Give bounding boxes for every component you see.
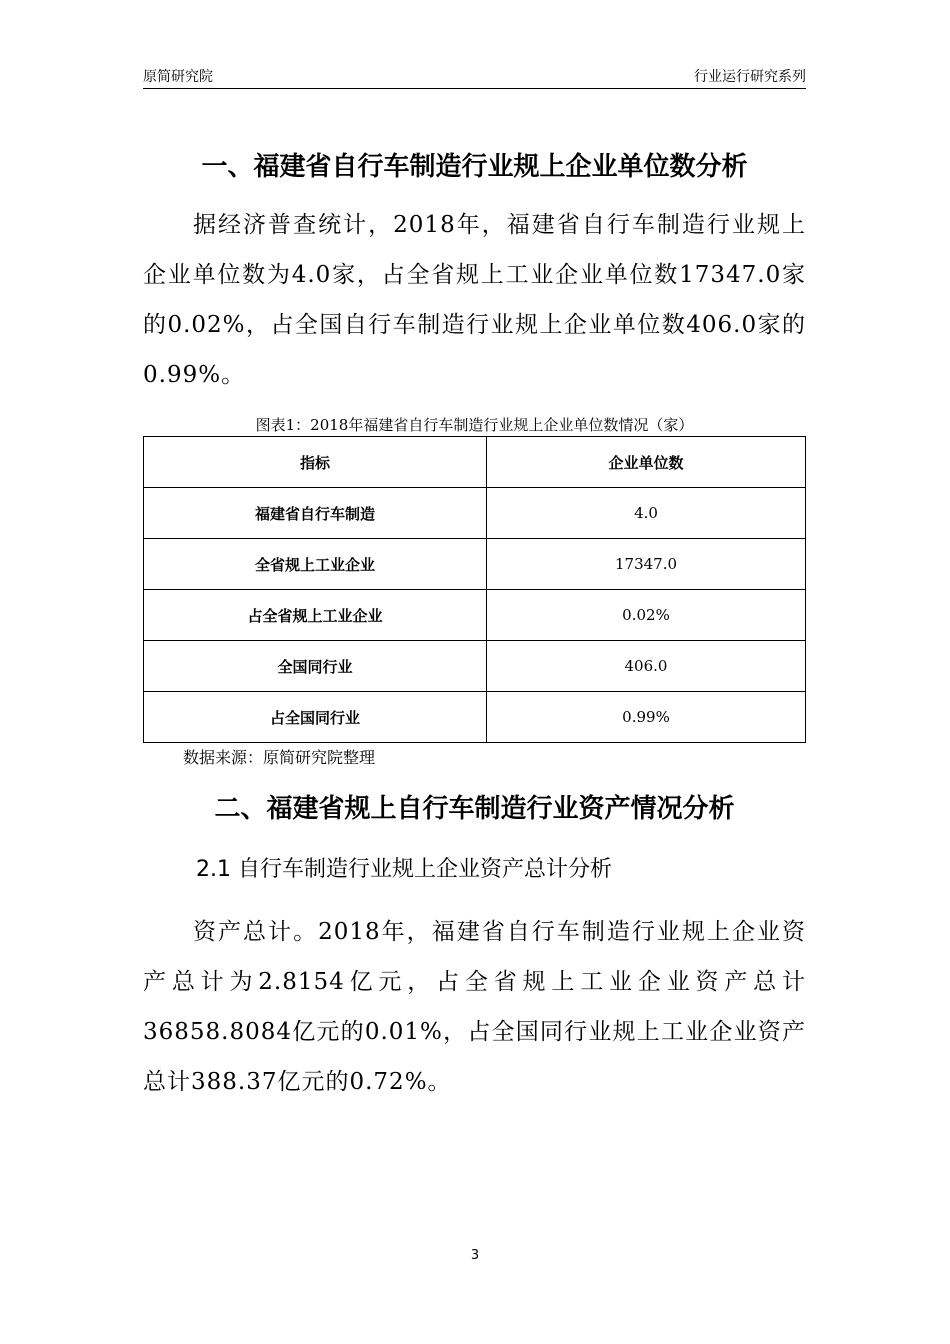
- row-value: 0.99%: [487, 692, 806, 743]
- section2-title: 二、福建省规上自行车制造行业资产情况分析: [214, 794, 735, 824]
- row-label: 全国同行业: [144, 641, 487, 692]
- table-row: [144, 641, 806, 692]
- section2-subtitle: 2.1 自行车制造行业规上企业资产总计分析: [196, 857, 612, 882]
- row-value: 4.0: [487, 488, 806, 539]
- table-row: [144, 488, 806, 539]
- header-divider: [143, 88, 806, 89]
- table-row: [144, 692, 806, 743]
- data-table: [143, 436, 806, 743]
- page-number: 3: [470, 1248, 480, 1263]
- row-value: 17347.0: [487, 539, 806, 590]
- header-cell: 指标: [144, 437, 487, 488]
- section2-paragraph: 资产总计。2018年，福建省自行车制造行业规上企业资产总计为2.8154亿元，占全省规上工业企业资产总计36858.8084亿元的0.01%，占全国同行业规上工业企业资产总计388.37亿元的0.72%。: [143, 919, 806, 1095]
- row-value: 406.0: [487, 641, 806, 692]
- row-value: 0.02%: [487, 590, 806, 641]
- header-cell: 企业单位数: [487, 437, 806, 488]
- header-right: 行业运行研究系列: [694, 69, 806, 85]
- row-label: 占全国同行业: [144, 692, 487, 743]
- table-row: [144, 590, 806, 641]
- section1-title: 一、福建省自行车制造行业规上企业单位数分析: [201, 152, 748, 182]
- data-source: 数据来源：原简研究院整理: [183, 748, 376, 767]
- row-label: 全省规上工业企业: [144, 539, 487, 590]
- row-label: 福建省自行车制造: [144, 488, 487, 539]
- table-row: [144, 539, 806, 590]
- table-caption: 图表1：2018年福建省自行车制造行业规上企业单位数情况（家）: [255, 416, 694, 434]
- table-header-row: [144, 437, 806, 488]
- section1-paragraph: 据经济普查统计，2018年，福建省自行车制造行业规上企业单位数为4.0家，占全省规上工业企业单位数17347.0家的0.02%，占全国自行车制造行业规上企业单位数406.0家的0.99%。: [143, 212, 806, 388]
- header-left: 原简研究院: [143, 69, 213, 85]
- row-label: 占全省规上工业企业: [144, 590, 487, 641]
